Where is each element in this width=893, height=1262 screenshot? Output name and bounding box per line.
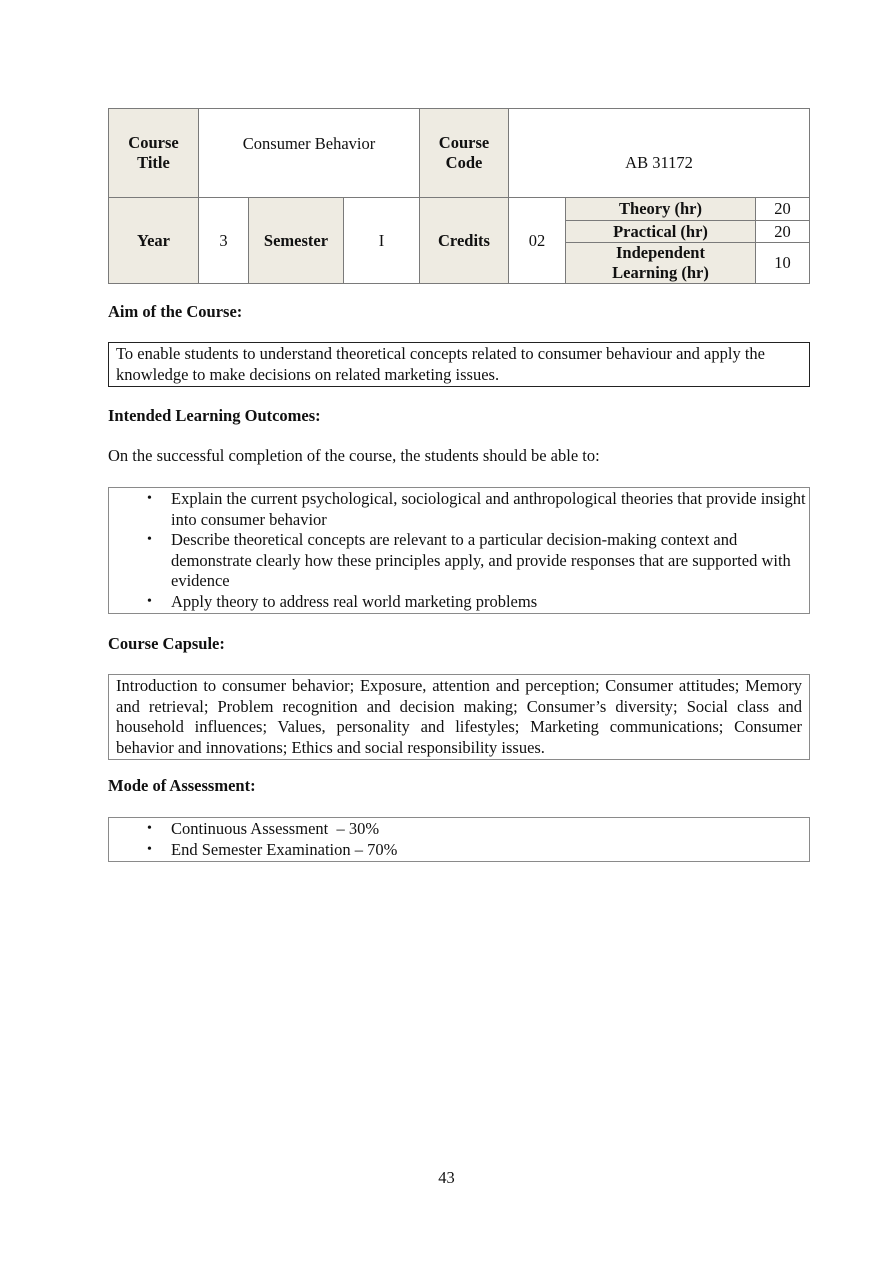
course-code-value: AB 31172 xyxy=(509,109,810,198)
credits-value: 02 xyxy=(509,198,566,284)
bullet-icon: • xyxy=(147,532,152,547)
outcomes-box xyxy=(108,487,810,614)
independent-hours-label: Independent Learning (hr) xyxy=(566,243,756,284)
practical-hours-value: 20 xyxy=(756,221,810,243)
semester-label: Semester xyxy=(249,198,344,284)
bullet-icon: • xyxy=(147,821,152,836)
theory-hours-value: 20 xyxy=(756,198,810,221)
outcomes-intro: On the successful completion of the course, the students should be able to: xyxy=(108,446,600,465)
bullet-icon: • xyxy=(147,491,152,506)
assessment-list xyxy=(109,818,809,861)
outcomes-heading: Intended Learning Outcomes: xyxy=(108,406,321,425)
aim-heading: Aim of the Course: xyxy=(108,302,243,321)
outcome-item: • Describe theoretical concepts are relevant to a particular decision-making context and demonstrate clearly how these principles apply, and provide responses that are supported with evidence xyxy=(147,530,791,590)
assessment-item: • End Semester Examination – 70% xyxy=(147,839,398,859)
aim-text: To enable students to understand theoretical concepts related to consumer behaviour and apply the knowledge to make decisions on related marketing issues. xyxy=(116,344,766,384)
independent-hours-value: 10 xyxy=(756,243,810,284)
outcomes-list xyxy=(109,488,809,613)
course-code-label: Course Code xyxy=(420,109,509,198)
bullet-icon: • xyxy=(147,593,152,609)
assessment-box xyxy=(108,817,810,862)
year-label: Year xyxy=(109,198,199,284)
year-value: 3 xyxy=(199,198,249,284)
assessment-heading: Mode of Assessment: xyxy=(108,776,256,795)
assessment-item: • Continuous Assessment – 30% xyxy=(147,819,380,838)
theory-hours-label: Theory (hr) xyxy=(566,198,756,221)
course-title-value: Consumer Behavior xyxy=(199,109,420,198)
bullet-icon: • xyxy=(147,841,152,857)
course-title-label: Course Title xyxy=(109,109,199,198)
outcome-item: • Apply theory to address real world marketing problems xyxy=(147,591,538,611)
capsule-box xyxy=(108,674,810,760)
aim-box xyxy=(108,342,810,387)
capsule-text: Introduction to consumer behavior; Exposure, attention and perception; Consumer attitudes; Memory and retrieval; Problem recognition and decision making; Consumer’s diversity; Social class and household influences; Values, personality and lifestyles; Marketing communications; Consumer behavior and innovations; Ethics and social responsibility issues. xyxy=(116,676,802,757)
outcome-item: • Explain the current psychological, sociological and anthropological theories that provide insight into consumer behavior xyxy=(147,489,806,529)
course-info-table xyxy=(108,108,810,284)
practical-hours-label: Practical (hr) xyxy=(566,221,756,243)
page-number: 43 xyxy=(438,1168,455,1187)
credits-label: Credits xyxy=(420,198,509,284)
semester-value: I xyxy=(344,198,420,284)
capsule-heading: Course Capsule: xyxy=(108,634,225,653)
